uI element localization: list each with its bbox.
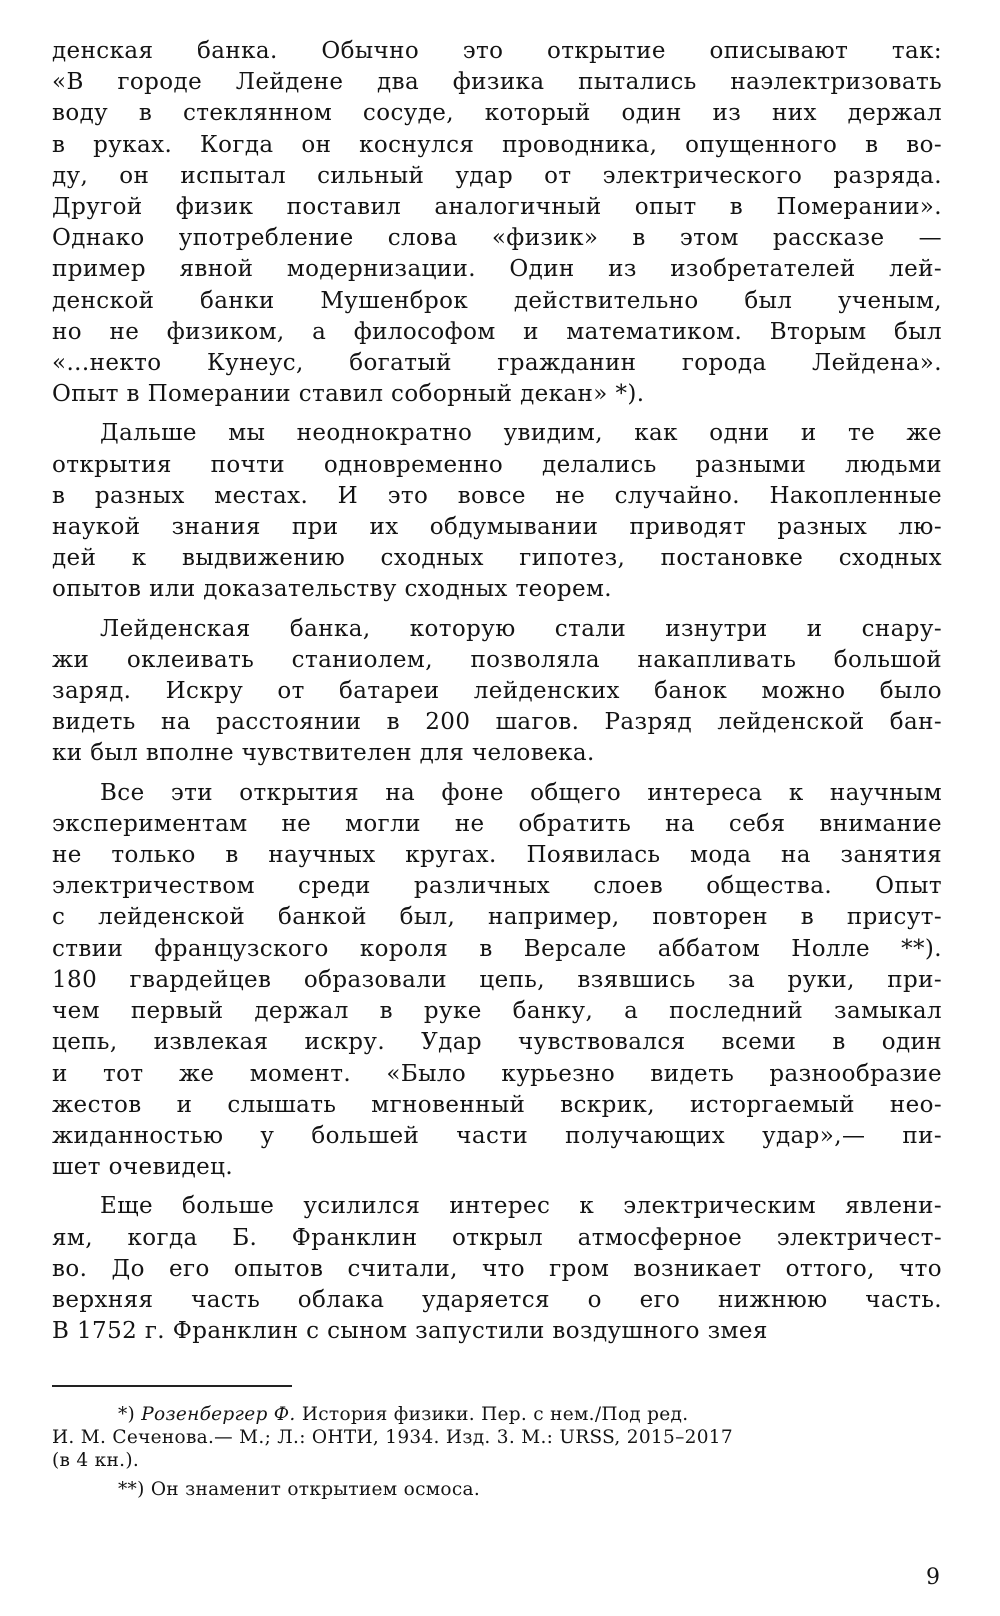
text-line: ки был вполне чувствителен для человека. [52, 740, 595, 767]
paragraph-gap [52, 770, 942, 778]
text-line: Дальше мы неоднократно увидим, как одни и те же [100, 420, 942, 447]
footnote-2-text: Он знаменит открытием осмоса. [150, 1479, 481, 1501]
footnote-1-line-3: (в 4 кн.). [52, 1450, 140, 1472]
footnote-rule [52, 1385, 292, 1387]
footnote-1-author: Розенбергер Ф. [141, 1404, 296, 1426]
paragraph [52, 778, 942, 1184]
text-line: жестов и слышать мгновенный вскрик, исторгаемый нео- [52, 1091, 942, 1118]
page-number: 9 [926, 1565, 940, 1590]
text-line: во. До его опытов считали, что гром возникает оттого, что [52, 1255, 942, 1282]
text-line: Все эти открытия на фоне общего интереса к научным [100, 779, 942, 806]
text-line: В 1752 г. Франклин с сыном запустили воздушного змея [52, 1318, 768, 1345]
text-line: и тот же момент. «Было курьезно видеть разнообразие [52, 1060, 942, 1087]
text-line: «В городе Лейдене два физика пытались наэлектризовать [52, 69, 942, 96]
text-line: Опыт в Померании ставил соборный декан» *). [52, 381, 645, 408]
text-line: экспериментам не могли не обратить на себя внимание [52, 810, 942, 837]
text-line: денской банки Мушенброк действительно был ученым, [52, 287, 942, 314]
text-line: ствии французского короля в Версале аббатом Нолле **). [52, 935, 942, 962]
paragraph [52, 1191, 942, 1347]
text-line: воду в стеклянном сосуде, который один из них держал [52, 100, 942, 127]
text-line: открытия почти одновременно делались разными людьми [52, 451, 942, 478]
text-line: в разных местах. И это вовсе не случайно. Накопленные [52, 482, 942, 509]
text-line: жи оклеивать станиолем, позволяла накапливать большой [52, 646, 942, 673]
text-line: Другой физик поставил аналогичный опыт в Померании». [52, 194, 942, 221]
text-line: дей к выдвижению сходных гипотез, постановке сходных [52, 545, 942, 572]
paragraph-gap [52, 1183, 942, 1191]
text-line: видеть на расстоянии в 200 шагов. Разряд лейденской бан- [52, 709, 942, 736]
text-line: Еще больше усилился интерес к электрическим явлени- [100, 1193, 942, 1220]
text-line: заряд. Искру от батареи лейденских банок можно было [52, 678, 942, 705]
footnote-1-mark: *) [118, 1404, 136, 1426]
footnotes [52, 1403, 942, 1501]
text-line: электричеством среди различных слоев общества. Опыт [52, 873, 942, 900]
text-line: ям, когда Б. Франклин открыл атмосферное электричест- [52, 1224, 942, 1251]
body-text [52, 36, 942, 1347]
text-line: цепь, извлекая искру. Удар чувствовался всеми в один [52, 1029, 942, 1056]
text-line: чем первый держал в руке банку, а последний замыкал [52, 998, 942, 1025]
text-line: верхняя часть облака ударяется о его нижнюю часть. [52, 1286, 942, 1313]
text-line: ду, он испытал сильный удар от электрического разряда. [52, 162, 942, 189]
text-line: шет очевидец. [52, 1154, 234, 1181]
text-line: жиданностью у большей части получающих удар»,— пи- [52, 1122, 942, 1149]
paragraph [52, 614, 942, 770]
text-line: наукой знания при их обдумывании приводят разных лю- [52, 514, 942, 541]
text-line: не только в научных кругах. Появилась мода на занятия [52, 842, 942, 869]
footnote-1-line-1 [52, 1403, 942, 1426]
paragraph [52, 418, 942, 605]
text-line: в руках. Когда он коснулся проводника, опущенного в во- [52, 131, 942, 158]
text-line: Однако употребление слова «физик» в этом рассказе — [52, 225, 942, 252]
text-line: опытов или доказательству сходных теорем. [52, 576, 613, 603]
text-line: «...некто Кунеус, богатый гражданин города Лейдена». [52, 350, 942, 377]
text-line: денская банка. Обычно это открытие описывают так: [52, 38, 942, 64]
paragraph [52, 36, 942, 410]
text-line: но не физиком, а философом и математиком. Вторым был [52, 318, 942, 345]
paragraph-gap [52, 606, 942, 614]
text-line: с лейденской банкой был, например, повторен в присут- [52, 904, 942, 931]
text-line: Лейденская банка, которую стали изнутри и снару- [100, 615, 942, 642]
footnote-1-line-2: И. М. Сеченова.— М.; Л.: ОНТИ, 1934. Изд. 3. М.: URSS, 2015–2017 [52, 1427, 733, 1449]
text-line: пример явной модернизации. Один из изобретателей лей- [52, 256, 942, 283]
footnote-1-title: История физики. Пер. с нем./Под ред. [301, 1404, 689, 1426]
footnote-2-mark: **) [118, 1479, 145, 1501]
footnote-2 [52, 1478, 942, 1501]
text-line: 180 гвардейцев образовали цепь, взявшись за руки, при- [52, 966, 942, 993]
paragraph-gap [52, 410, 942, 418]
